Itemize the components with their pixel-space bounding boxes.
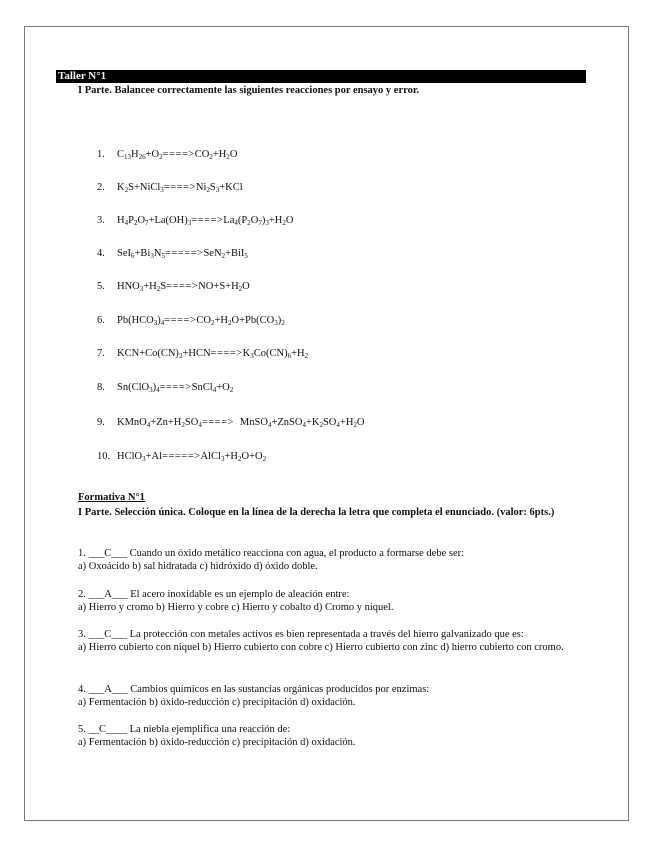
equation-9: 9. $KMnO_4+Zn+H_2SO_4====>$ $MnSO_4+ZnSO_4+K_2SO_4+H_2O$ bbox=[97, 417, 365, 429]
taller-instruction: I Parte. Balancee correctamente las siguientes reacciones por ensayo y error. bbox=[78, 85, 420, 96]
taller-title-bar bbox=[56, 70, 586, 83]
question-1 bbox=[78, 547, 593, 573]
equation-6: 6. $Pb(HCO_3)_4====>CO_2+H_2O+Pb(CO_3)_2$ bbox=[97, 315, 285, 327]
equation-7: 7. $KCN+Co(CN)_2+HCN====>K_3Co(CN)_6+H_2$ bbox=[97, 348, 309, 360]
equation-3: 3. $H_4P_2O_7+La(OH)_3====>La_4(P_2O_7)_3+H_2O$ bbox=[97, 215, 294, 227]
equation-5: 5. $HNO_3+H_2S====>NO+S+H_2O$ bbox=[97, 281, 250, 293]
question-4 bbox=[78, 683, 593, 709]
question-options: a) Hierro cubierto con níquel b) Hierro cubierto con cobre c) Hierro cubierto con zinc d) hierro cubierto con cromo. bbox=[78, 642, 564, 653]
question-options: a) Fermentación b) óxido-reducción c) precipitación d) oxidación. bbox=[78, 697, 356, 708]
equation-4: 4. $SeI_6+Bi_3N_5=====>SeN_2+BiI_5$ bbox=[97, 248, 248, 260]
question-3 bbox=[78, 628, 593, 654]
question-options: a) Fermentación b) óxido-reducción c) precipitación d) oxidación. bbox=[78, 737, 356, 748]
question-text: 3. ___C___ La protección con metales activos es bien representada a través del hierro galvanizado que es: bbox=[78, 629, 524, 640]
question-text: 2. ___A___ El acero inoxidable es un ejemplo de aleación entre: bbox=[78, 589, 350, 600]
question-options: a) Hierro y cromo b) Hierro y cobre c) Hierro y cobalto d) Cromo y níquel. bbox=[78, 602, 394, 613]
equation-8: 8. $Sn(ClO_3)_4====>SnCl_4+O_2$ bbox=[97, 382, 234, 394]
formativa-instruction: I Parte. Selección única. Coloque en la línea de la derecha la letra que completa el enunciado. (valor: 6pts.) bbox=[78, 507, 555, 518]
equation-10: 10. $HClO_3+Al=====>AlCl_3+H_2O+O_2$ bbox=[97, 451, 267, 463]
question-text: 1. ___C___ Cuando un óxido metálico reacciona con agua, el producto a formarse debe ser: bbox=[78, 548, 465, 559]
question-text: 4. ___A___ Cambios químicos en las sustancias orgánicas producidos por enzimas: bbox=[78, 684, 430, 695]
equation-2: 2. $K_2S+NiCl_3====>Ni_2S_3+KCl$ bbox=[97, 182, 243, 194]
question-2 bbox=[78, 588, 593, 614]
taller-title: Taller N°1 bbox=[58, 70, 107, 82]
question-options: a) Oxoácido b) sal hidratada c) hidróxido d) óxido doble. bbox=[78, 561, 318, 572]
question-5 bbox=[78, 723, 593, 749]
question-text: 5. __C____ La niebla ejemplifica una reacción de: bbox=[78, 724, 291, 735]
equation-1: 1. $C_{13}H_{26}+O_2====>CO_2+H_2O$ bbox=[97, 149, 238, 161]
formativa-title: Formativa N°1 bbox=[78, 492, 145, 503]
